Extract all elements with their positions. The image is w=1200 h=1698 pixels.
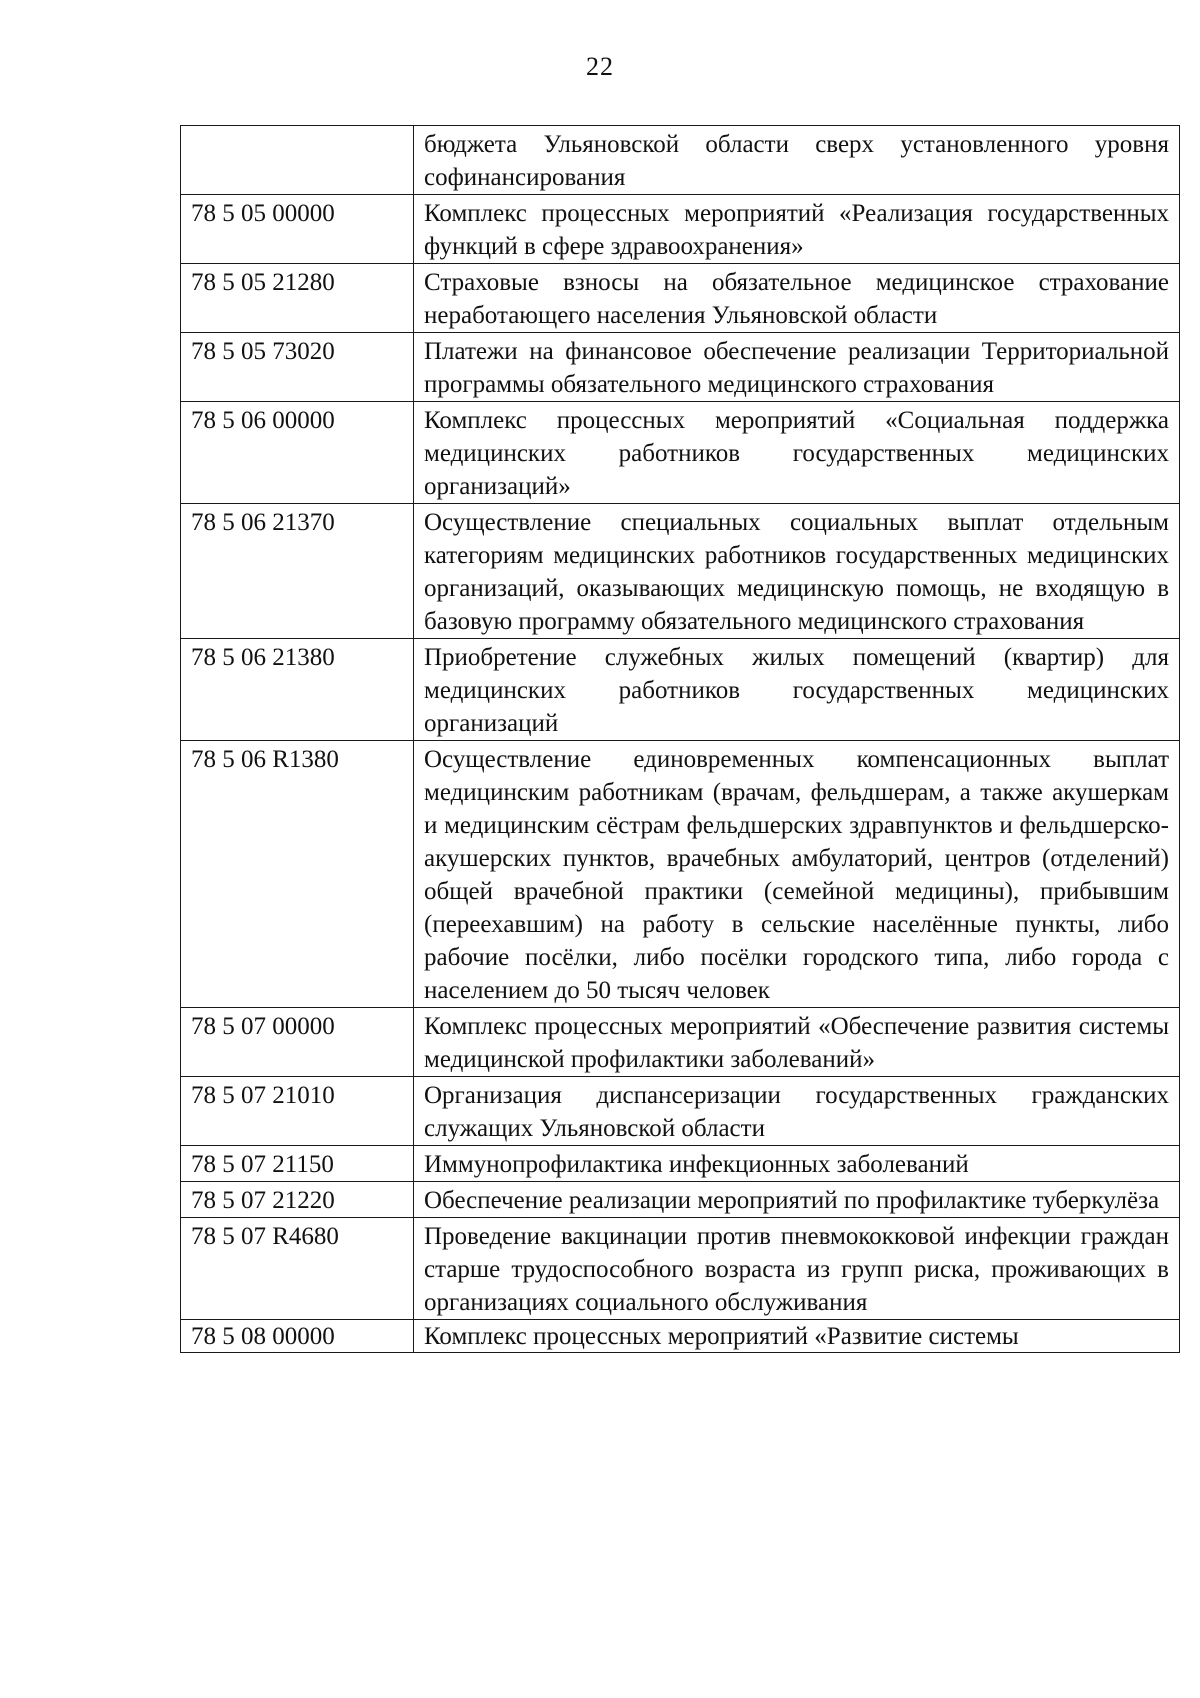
row-code: 78 5 05 00000 — [181, 195, 414, 264]
row-code: 78 5 06 00000 — [181, 402, 414, 504]
row-code: 78 5 05 73020 — [181, 333, 414, 402]
table-row — [181, 264, 1180, 333]
table-row — [181, 1146, 1180, 1182]
row-code: 78 5 07 21010 — [181, 1077, 414, 1146]
row-description: Платежи на финансовое обеспечение реализации Территориальной программы обязательного медицинского страхования — [414, 333, 1180, 402]
row-code — [181, 126, 414, 195]
budget-classification-table — [180, 125, 1180, 1353]
row-description: Обеспечение реализации мероприятий по профилактике туберкулёза — [414, 1182, 1180, 1218]
row-code: 78 5 07 21220 — [181, 1182, 414, 1218]
row-description: Иммунопрофилактика инфекционных заболеваний — [414, 1146, 1180, 1182]
row-code: 78 5 07 21150 — [181, 1146, 414, 1182]
row-code: 78 5 06 21370 — [181, 504, 414, 639]
row-code: 78 5 05 21280 — [181, 264, 414, 333]
table-row — [181, 1008, 1180, 1077]
row-description: Комплекс процессных мероприятий «Развитие системы — [414, 1320, 1180, 1353]
table-row — [181, 333, 1180, 402]
table-row — [181, 402, 1180, 504]
row-code: 78 5 06 R1380 — [181, 741, 414, 1008]
row-code: 78 5 07 R4680 — [181, 1218, 414, 1320]
table-row — [181, 126, 1180, 195]
table-row — [181, 1077, 1180, 1146]
table-row — [181, 1218, 1180, 1320]
row-code: 78 5 07 00000 — [181, 1008, 414, 1077]
page-number: 22 — [586, 52, 614, 81]
row-description: Комплекс процессных мероприятий «Обеспечение развития системы медицинской профилактики заболеваний» — [414, 1008, 1180, 1077]
row-description: Страховые взносы на обязательное медицинское страхование неработающего населения Ульяновской области — [414, 264, 1180, 333]
row-description: Комплекс процессных мероприятий «Социальная поддержка медицинских работников государственных медицинских организаций» — [414, 402, 1180, 504]
row-description: Приобретение служебных жилых помещений (квартир) для медицинских работников государственных медицинских организаций — [414, 639, 1180, 741]
table-row — [181, 741, 1180, 1008]
table-row — [181, 639, 1180, 741]
row-description: Осуществление специальных социальных выплат отдельным категориям медицинских работников государственных медицинских организаций, оказывающих медицинскую помощь, не входящую в базовую программу обязательного медицинского страхования — [414, 504, 1180, 639]
table-row — [181, 1320, 1180, 1353]
row-description: бюджета Ульяновской области сверх установленного уровня софинансирования — [414, 126, 1180, 195]
table-row — [181, 195, 1180, 264]
row-description: Осуществление единовременных компенсационных выплат медицинским работникам (врачам, фельдшерам, а также акушеркам и медицинским сёстрам фельдшерских здравпунктов и фельдшерско-акушерских пунктов, врачебных амбулаторий, центров (отделений) общей врачебной практики (семейной медицины), прибывшим (переехавшим) на работу в сельские населённые пункты, либо рабочие посёлки, либо посёлки городского типа, либо города с населением до 50 тысяч человек — [414, 741, 1180, 1008]
row-description: Организация диспансеризации государственных гражданских служащих Ульяновской области — [414, 1077, 1180, 1146]
table-row — [181, 504, 1180, 639]
row-code: 78 5 06 21380 — [181, 639, 414, 741]
row-code: 78 5 08 00000 — [181, 1320, 414, 1353]
row-description: Проведение вакцинации против пневмококковой инфекции граждан старше трудоспособного возраста из групп риска, проживающих в организациях социального обслуживания — [414, 1218, 1180, 1320]
table-row — [181, 1182, 1180, 1218]
row-description: Комплекс процессных мероприятий «Реализация государственных функций в сфере здравоохранения» — [414, 195, 1180, 264]
